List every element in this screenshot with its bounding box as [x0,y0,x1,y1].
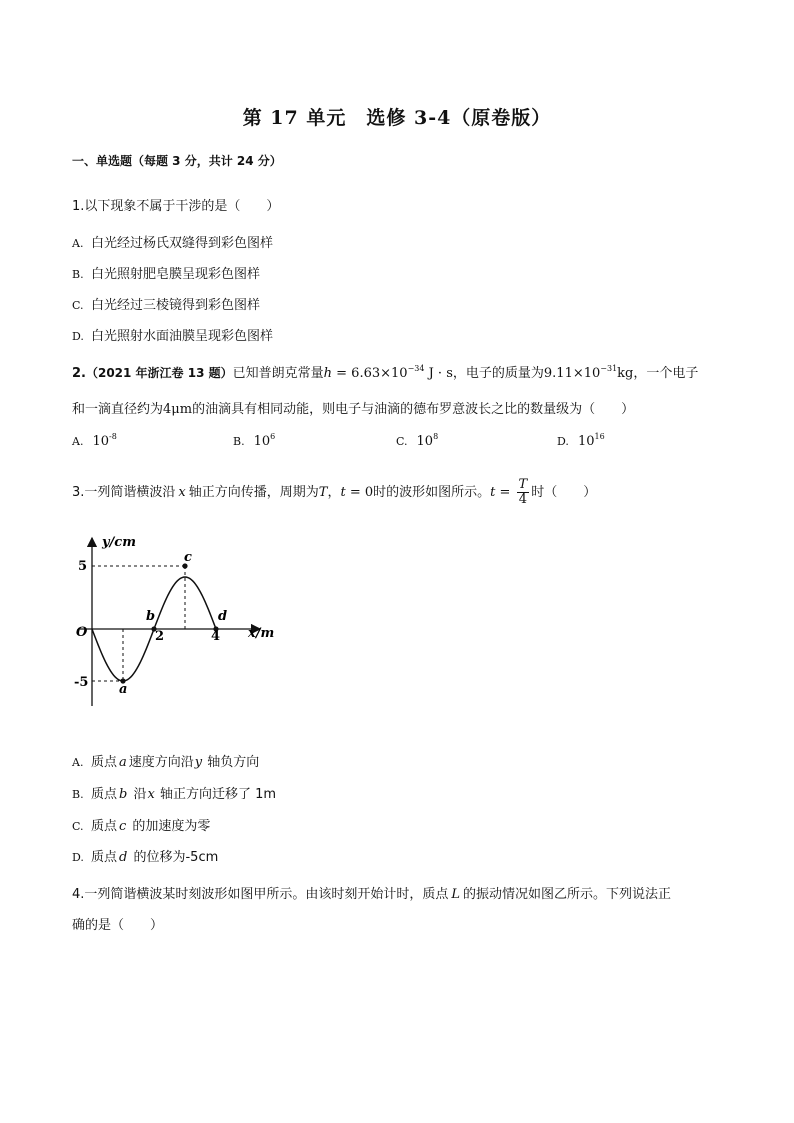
stem-text: 轴正方向传播，周期为 [188,485,319,500]
fraction-T-over-4 [517,478,530,507]
x-tick-label: 4 [211,629,221,644]
option-exponent: 16 [594,432,605,441]
h-value: = 6.63×10 [332,366,408,381]
option-text: 的加速度为零 [128,819,211,834]
stem-text: 4.一列简谐横波某时刻波形如图甲所示。由该时刻开始计时，质点 [72,887,449,902]
origin-label: O [76,625,88,640]
q1-option-d[interactable] [72,325,273,344]
wave-figure [70,528,290,713]
q3-option-c[interactable] [72,815,210,834]
q3-option-d[interactable] [72,846,218,865]
option-base: 10 [416,434,434,449]
section-heading: 一、单选题（每题 3 分，共计 24 分） [72,154,282,168]
option-label: D. [72,330,84,343]
question-4-stem-line1 [72,883,671,902]
option-base: 10 [253,434,271,449]
q2-option-a[interactable] [72,432,117,449]
q1-option-c[interactable] [72,294,260,313]
option-exponent: -8 [109,432,117,441]
option-label: C. [72,299,84,312]
option-variable: y [194,755,203,770]
option-text: 质点 [91,787,118,802]
option-text: 白光照射肥皂膜呈现彩色图样 [91,267,261,282]
x-symbol: x [178,485,186,500]
x-tick-label: 2 [155,629,165,644]
question-3-stem: 3.一列简谐横波沿 x 轴正方向传播，周期为T，t = 0时的波形如图所示。t = $\frac{T}{4}$ 时（ ） [72,477,597,507]
q1-option-b[interactable] [72,263,260,282]
m-unit: kg [617,366,634,381]
stem-text: 的油滴具有相同动能，则电子与油滴的德布罗意波长之比的数量级为（ ） [192,402,635,417]
stem-text: ，一个电子 [633,366,699,381]
stem-text: 的振动情况如图乙所示。下列说法正 [463,887,672,902]
question-1-stem: 1.以下现象不属于干涉的是（ ） [72,199,280,214]
t-symbol: t [340,485,346,500]
planck-constant [324,366,453,381]
option-base: 10 [92,434,109,449]
m-exponent: −31 [600,364,618,373]
page-title: 第 17 单元 选修 3-4（原卷版） [242,107,552,129]
option-label: C. [72,820,84,833]
stem-text: 已知普朗克常量 [232,366,324,381]
stem-text: 时（ ） [531,485,597,500]
T-symbol: T [318,485,328,500]
option-text: 质点 [91,850,118,865]
electron-mass [544,366,633,381]
option-text: 轴正方向迁移了 1m [155,787,277,802]
option-text: 沿 [129,787,147,802]
droplet-diameter: 4μm [163,402,193,417]
option-label: A. [72,756,84,769]
point-label-a: a [119,682,128,697]
option-text: 白光照射水面油膜呈现彩色图样 [91,329,274,344]
y-tick-label: -5 [74,675,89,690]
option-exponent: 6 [270,432,276,441]
stem-text: ， [327,485,341,500]
question-4-stem-line2: 确的是（ ） [72,918,164,933]
stem-text: 时的波形如图所示。 [373,485,491,500]
option-label: B. [72,788,84,801]
option-label: B. [233,435,245,448]
fraction-numerator: T [518,477,528,492]
stem-text: 3.一列简谐横波沿 [72,485,176,500]
q3-option-b[interactable] [72,783,276,802]
option-label: D. [72,851,84,864]
option-text: 白光经过三棱镜得到彩色图样 [91,298,261,313]
y-axis-label: y/cm [102,535,136,550]
q2-option-c[interactable] [396,432,438,449]
option-label: A. [72,237,84,250]
option-variable: d [119,850,128,865]
t-equals-zero: = 0 [345,485,374,500]
option-label: C. [396,435,408,448]
point-label-c: c [184,550,192,565]
question-source: （2021 年浙江卷 13 题） [85,366,233,380]
option-exponent: 8 [433,432,439,441]
stem-text: 和一滴直径约为 [72,402,164,417]
h-unit: J · s [424,366,453,381]
y-tick-label: 5 [78,559,88,574]
q2-option-b[interactable] [233,432,275,449]
option-label: A. [72,435,84,448]
option-text: 质点 [91,755,118,770]
option-text: 速度方向沿 [128,755,194,770]
question-2-stem-line1 [72,362,698,381]
option-variable: b [119,787,128,802]
option-text: 轴负方向 [203,755,260,770]
h-exponent: −34 [407,364,425,373]
fraction-denominator: 4 [518,492,528,507]
m-value: 9.11×10 [543,366,601,381]
option-text: 的位移为-5cm [129,850,219,865]
option-variable: a [119,755,127,770]
option-text: 质点 [91,819,118,834]
q1-option-a[interactable] [72,232,273,251]
option-variable: c [119,819,127,834]
L-symbol: L [451,887,461,902]
option-label: D. [557,435,569,448]
question-2-stem-line2 [72,398,634,417]
q2-option-d[interactable] [557,432,605,449]
x-axis-label: x/m [248,626,275,641]
q3-option-a[interactable] [72,751,259,770]
question-number: 2. [72,366,86,381]
t-symbol: t [490,485,496,500]
option-text: 白光经过杨氏双缝得到彩色图样 [91,236,274,251]
stem-text: ，电子的质量为 [452,366,544,381]
option-label: B. [72,268,84,281]
option-variable: x [147,787,155,802]
h-symbol: h [323,366,333,381]
option-base: 10 [577,434,595,449]
point-label-d: d [218,609,228,624]
point-label-b: b [146,609,156,624]
